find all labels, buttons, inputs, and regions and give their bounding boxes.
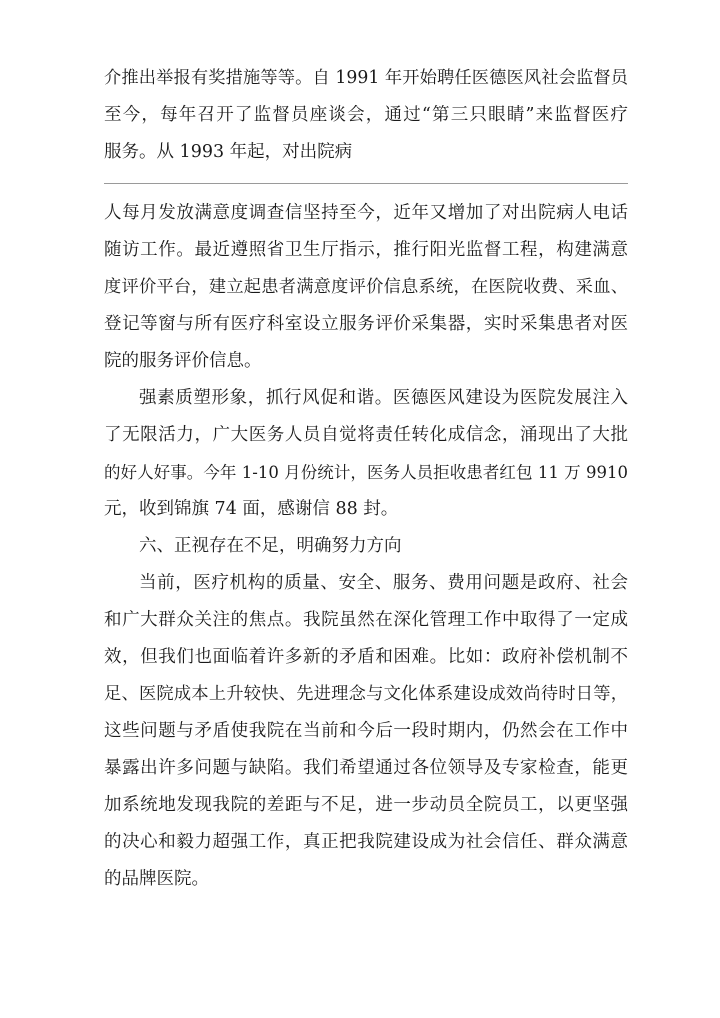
text-line: 这些问题与矛盾使我院在当前和今后一段时期内，仍然会在工作中 [104, 721, 628, 741]
text-line: 元，收到锦旗 74 面，感谢信 88 封。 [104, 499, 399, 519]
paragraph-image-building [104, 380, 628, 528]
page-divider [104, 183, 628, 184]
text-line: 院的服务评价信息。 [104, 351, 262, 371]
section-heading: 六、正视存在不足，明确努力方向 [139, 536, 402, 556]
paragraph-feedback-system [104, 195, 628, 380]
text-line: 效，但我们也面临着许多新的矛盾和困难。比如：政府补偿机制不 [104, 647, 628, 667]
text-line: 强素质塑形象，抓行风促和谐。医德医风建设为医院发展注入 [139, 388, 628, 408]
text-line: 登记等窗与所有医疗科室设立服务评价采集器，实时采集患者对医 [104, 314, 628, 334]
text-line: 随访工作。最近遵照省卫生厅指示，推行阳光监督工程，构建满意 [104, 240, 628, 260]
text-line: 至今，每年召开了监督员座谈会，通过“第三只眼睛”来监督医疗 [104, 105, 628, 125]
text-line: 的好人好事。今年 1-10 月份统计，医务人员拒收患者红包 11 万 9910 [104, 463, 628, 482]
text-line: 足、医院成本上升较快、先进理念与文化体系建设成效尚待时日等， [104, 684, 628, 704]
previous-page-fragment [104, 60, 628, 171]
document-body [104, 195, 628, 898]
text-line: 当前，医疗机构的质量、安全、服务、费用问题是政府、社会 [139, 573, 628, 593]
text-line: 了无限活力，广大医务人员自觉将责任转化成信念，涌现出了大批 [104, 425, 628, 445]
text-line: 度评价平台，建立起患者满意度评价信息系统，在医院收费、采血、 [104, 277, 628, 297]
text-line: 加系统地发现我院的差距与不足，进一步动员全院员工，以更坚强 [104, 795, 628, 815]
text-line: 暴露出许多问题与缺陷。我们希望通过各位领导及专家检查，能更 [104, 758, 628, 778]
text-line: 的决心和毅力超强工作，真正把我院建设成为社会信任、群众满意 [104, 832, 628, 852]
text-line: 介推出举报有奖措施等等。自 1991 年开始聘任医德医风社会监督员 [104, 68, 628, 88]
text-line: 和广大群众关注的焦点。我院虽然在深化管理工作中取得了一定成 [104, 610, 628, 630]
paragraph-shortcomings [104, 565, 628, 898]
text-line: 服务。从 1993 年起，对出院病 [104, 142, 353, 162]
text-line: 人每月发放满意度调查信坚持至今，近年又增加了对出院病人电话 [104, 203, 628, 223]
text-line: 的品牌医院。 [104, 869, 209, 889]
